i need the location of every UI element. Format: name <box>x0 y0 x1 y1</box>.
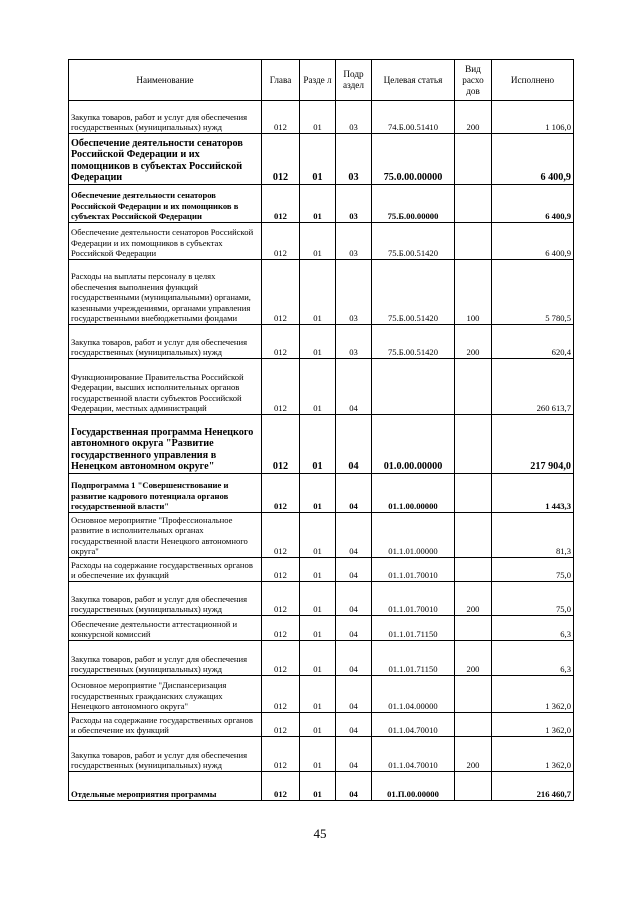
cell-vid <box>455 616 492 641</box>
table-row <box>69 134 574 185</box>
cell-vid: 200 <box>455 737 492 772</box>
cell-podrazdel: 04 <box>336 772 372 801</box>
header-celevaya: Целевая статья <box>372 60 455 101</box>
cell-razdel: 01 <box>300 101 336 134</box>
cell-celevaya: 01.1.04.70010 <box>372 737 455 772</box>
budget-table <box>68 59 574 801</box>
cell-podrazdel: 03 <box>336 223 372 260</box>
cell-ispolneno: 217 904,0 <box>492 415 574 474</box>
cell-podrazdel: 04 <box>336 616 372 641</box>
cell-name: Обеспечение деятельности аттестационной и конкурсной комиссий <box>69 616 262 641</box>
cell-celevaya: 01.1.04.00000 <box>372 676 455 713</box>
cell-podrazdel: 04 <box>336 359 372 415</box>
cell-razdel: 01 <box>300 772 336 801</box>
cell-celevaya: 01.1.01.71150 <box>372 616 455 641</box>
cell-vid <box>455 415 492 474</box>
cell-glava: 012 <box>262 325 300 359</box>
cell-podrazdel: 03 <box>336 185 372 223</box>
cell-ispolneno: 216 460,7 <box>492 772 574 801</box>
cell-podrazdel: 03 <box>336 260 372 325</box>
table-row <box>69 772 574 801</box>
table-row <box>69 513 574 558</box>
cell-glava: 012 <box>262 558 300 582</box>
table-row <box>69 185 574 223</box>
cell-podrazdel: 04 <box>336 582 372 616</box>
page-number: 45 <box>313 826 327 841</box>
table-row <box>69 415 574 474</box>
cell-ispolneno: 620,4 <box>492 325 574 359</box>
cell-vid <box>455 713 492 737</box>
cell-podrazdel: 03 <box>336 325 372 359</box>
cell-razdel: 01 <box>300 513 336 558</box>
cell-name: Обеспечение деятельности сенаторов Российской Федерации и их помощников в субъектах Российской Федерации <box>69 223 262 260</box>
cell-ispolneno: 1 362,0 <box>492 713 574 737</box>
table-row <box>69 474 574 513</box>
cell-celevaya: 75.0.00.00000 <box>372 134 455 185</box>
cell-razdel: 01 <box>300 223 336 260</box>
cell-ispolneno: 260 613,7 <box>492 359 574 415</box>
cell-ispolneno: 75,0 <box>492 558 574 582</box>
cell-razdel: 01 <box>300 359 336 415</box>
cell-glava: 012 <box>262 474 300 513</box>
cell-celevaya: 01.П.00.00000 <box>372 772 455 801</box>
cell-ispolneno: 81,3 <box>492 513 574 558</box>
cell-ispolneno: 6 400,9 <box>492 134 574 185</box>
cell-podrazdel: 03 <box>336 134 372 185</box>
cell-celevaya: 01.1.04.70010 <box>372 713 455 737</box>
cell-vid <box>455 359 492 415</box>
cell-celevaya: 75.Б.00.51420 <box>372 260 455 325</box>
table-row <box>69 641 574 676</box>
header-glava: Глава <box>262 60 300 101</box>
cell-glava: 012 <box>262 101 300 134</box>
cell-glava: 012 <box>262 616 300 641</box>
cell-ispolneno: 6,3 <box>492 616 574 641</box>
cell-glava: 012 <box>262 260 300 325</box>
cell-name: Закупка товаров, работ и услуг для обеспечения государственных (муниципальных) нужд <box>69 101 262 134</box>
table-row <box>69 359 574 415</box>
cell-vid <box>455 772 492 801</box>
cell-glava: 012 <box>262 713 300 737</box>
cell-podrazdel: 04 <box>336 676 372 713</box>
cell-vid <box>455 558 492 582</box>
table-row <box>69 616 574 641</box>
cell-ispolneno: 6 400,9 <box>492 185 574 223</box>
cell-razdel: 01 <box>300 737 336 772</box>
cell-vid <box>455 676 492 713</box>
cell-vid: 200 <box>455 582 492 616</box>
cell-razdel: 01 <box>300 713 336 737</box>
cell-ispolneno: 6,3 <box>492 641 574 676</box>
cell-name: Закупка товаров, работ и услуг для обеспечения государственных (муниципальных) нужд <box>69 737 262 772</box>
cell-name: Государственная программа Ненецкого автономного округа "Развитие государственного управления в Ненецком автономном округе" <box>69 415 262 474</box>
cell-ispolneno: 1 443,3 <box>492 474 574 513</box>
cell-podrazdel: 04 <box>336 513 372 558</box>
header-ispolneno: Исполнено <box>492 60 574 101</box>
cell-ispolneno: 1 362,0 <box>492 676 574 713</box>
cell-celevaya: 75.Б.00.51420 <box>372 325 455 359</box>
cell-celevaya: 74.Б.00.51410 <box>372 101 455 134</box>
cell-glava: 012 <box>262 134 300 185</box>
cell-name: Расходы на выплаты персоналу в целях обеспечения выполнения функций государственными (муниципальными) органами, казенными учреждениями, органами управления государственными внебюджетными фондами <box>69 260 262 325</box>
cell-celevaya: 01.1.01.71150 <box>372 641 455 676</box>
cell-glava: 012 <box>262 582 300 616</box>
table-row <box>69 101 574 134</box>
cell-vid: 100 <box>455 260 492 325</box>
cell-glava: 012 <box>262 415 300 474</box>
cell-razdel: 01 <box>300 582 336 616</box>
cell-celevaya: 01.1.01.70010 <box>372 582 455 616</box>
cell-razdel: 01 <box>300 260 336 325</box>
cell-name: Закупка товаров, работ и услуг для обеспечения государственных (муниципальных) нужд <box>69 582 262 616</box>
cell-podrazdel: 04 <box>336 713 372 737</box>
cell-podrazdel: 04 <box>336 737 372 772</box>
cell-name: Подпрограмма 1 "Совершенствование и развитие кадрового потенциала органов государственной власти" <box>69 474 262 513</box>
cell-vid: 200 <box>455 641 492 676</box>
cell-ispolneno: 5 780,5 <box>492 260 574 325</box>
cell-name: Основное мероприятие "Диспансеризация государственных гражданских служащих Ненецкого автономного округа" <box>69 676 262 713</box>
cell-podrazdel: 04 <box>336 641 372 676</box>
cell-glava: 012 <box>262 185 300 223</box>
cell-razdel: 01 <box>300 641 336 676</box>
cell-name: Расходы на содержание государственных органов и обеспечение их функций <box>69 713 262 737</box>
cell-vid <box>455 474 492 513</box>
cell-vid: 200 <box>455 325 492 359</box>
table-row <box>69 737 574 772</box>
cell-ispolneno: 1 106,0 <box>492 101 574 134</box>
cell-ispolneno: 1 362,0 <box>492 737 574 772</box>
table-row <box>69 582 574 616</box>
table-row <box>69 325 574 359</box>
cell-vid <box>455 513 492 558</box>
cell-razdel: 01 <box>300 474 336 513</box>
cell-vid <box>455 185 492 223</box>
table-row <box>69 223 574 260</box>
cell-ispolneno: 75,0 <box>492 582 574 616</box>
table-row <box>69 676 574 713</box>
table-row <box>69 260 574 325</box>
cell-razdel: 01 <box>300 616 336 641</box>
cell-razdel: 01 <box>300 558 336 582</box>
cell-celevaya <box>372 359 455 415</box>
cell-name: Функционирование Правительства Российской Федерации, высших исполнительных органов государственной власти субъектов Российской Федерации, местных администраций <box>69 359 262 415</box>
cell-glava: 012 <box>262 676 300 713</box>
cell-glava: 012 <box>262 359 300 415</box>
cell-celevaya: 01.1.00.00000 <box>372 474 455 513</box>
cell-razdel: 01 <box>300 415 336 474</box>
cell-celevaya: 01.1.01.70010 <box>372 558 455 582</box>
cell-ispolneno: 6 400,9 <box>492 223 574 260</box>
header-razdel: Разде л <box>300 60 336 101</box>
cell-name: Отдельные мероприятия программы <box>69 772 262 801</box>
cell-vid <box>455 134 492 185</box>
cell-celevaya: 75.Б.00.00000 <box>372 185 455 223</box>
cell-glava: 012 <box>262 223 300 260</box>
cell-celevaya: 75.Б.00.51420 <box>372 223 455 260</box>
cell-name: Обеспечение деятельности сенаторов Российской Федерации и их помощников в субъектах Российской Федерации <box>69 134 262 185</box>
cell-razdel: 01 <box>300 676 336 713</box>
header-name: Наименование <box>69 60 262 101</box>
cell-glava: 012 <box>262 737 300 772</box>
cell-name: Закупка товаров, работ и услуг для обеспечения государственных (муниципальных) нужд <box>69 641 262 676</box>
cell-glava: 012 <box>262 772 300 801</box>
cell-razdel: 01 <box>300 134 336 185</box>
cell-glava: 012 <box>262 513 300 558</box>
cell-razdel: 01 <box>300 185 336 223</box>
header-podrazdel: Подр аздел <box>336 60 372 101</box>
header-vid: Вид расхо дов <box>455 60 492 101</box>
cell-name: Обеспечение деятельности сенаторов Российской Федерации и их помощников в субъектах Российской Федерации <box>69 185 262 223</box>
table-row <box>69 558 574 582</box>
cell-celevaya: 01.1.01.00000 <box>372 513 455 558</box>
cell-razdel: 01 <box>300 325 336 359</box>
cell-glava: 012 <box>262 641 300 676</box>
cell-podrazdel: 04 <box>336 474 372 513</box>
cell-name: Закупка товаров, работ и услуг для обеспечения государственных (муниципальных) нужд <box>69 325 262 359</box>
cell-name: Расходы на содержание государственных органов и обеспечение их функций <box>69 558 262 582</box>
cell-vid <box>455 223 492 260</box>
cell-podrazdel: 04 <box>336 415 372 474</box>
table-row <box>69 713 574 737</box>
cell-podrazdel: 03 <box>336 101 372 134</box>
cell-vid: 200 <box>455 101 492 134</box>
cell-celevaya: 01.0.00.00000 <box>372 415 455 474</box>
cell-name: Основное мероприятие "Профессиональное развитие в исполнительных органах государственной власти Ненецкого автономного округа" <box>69 513 262 558</box>
cell-podrazdel: 04 <box>336 558 372 582</box>
header-row <box>69 60 574 101</box>
